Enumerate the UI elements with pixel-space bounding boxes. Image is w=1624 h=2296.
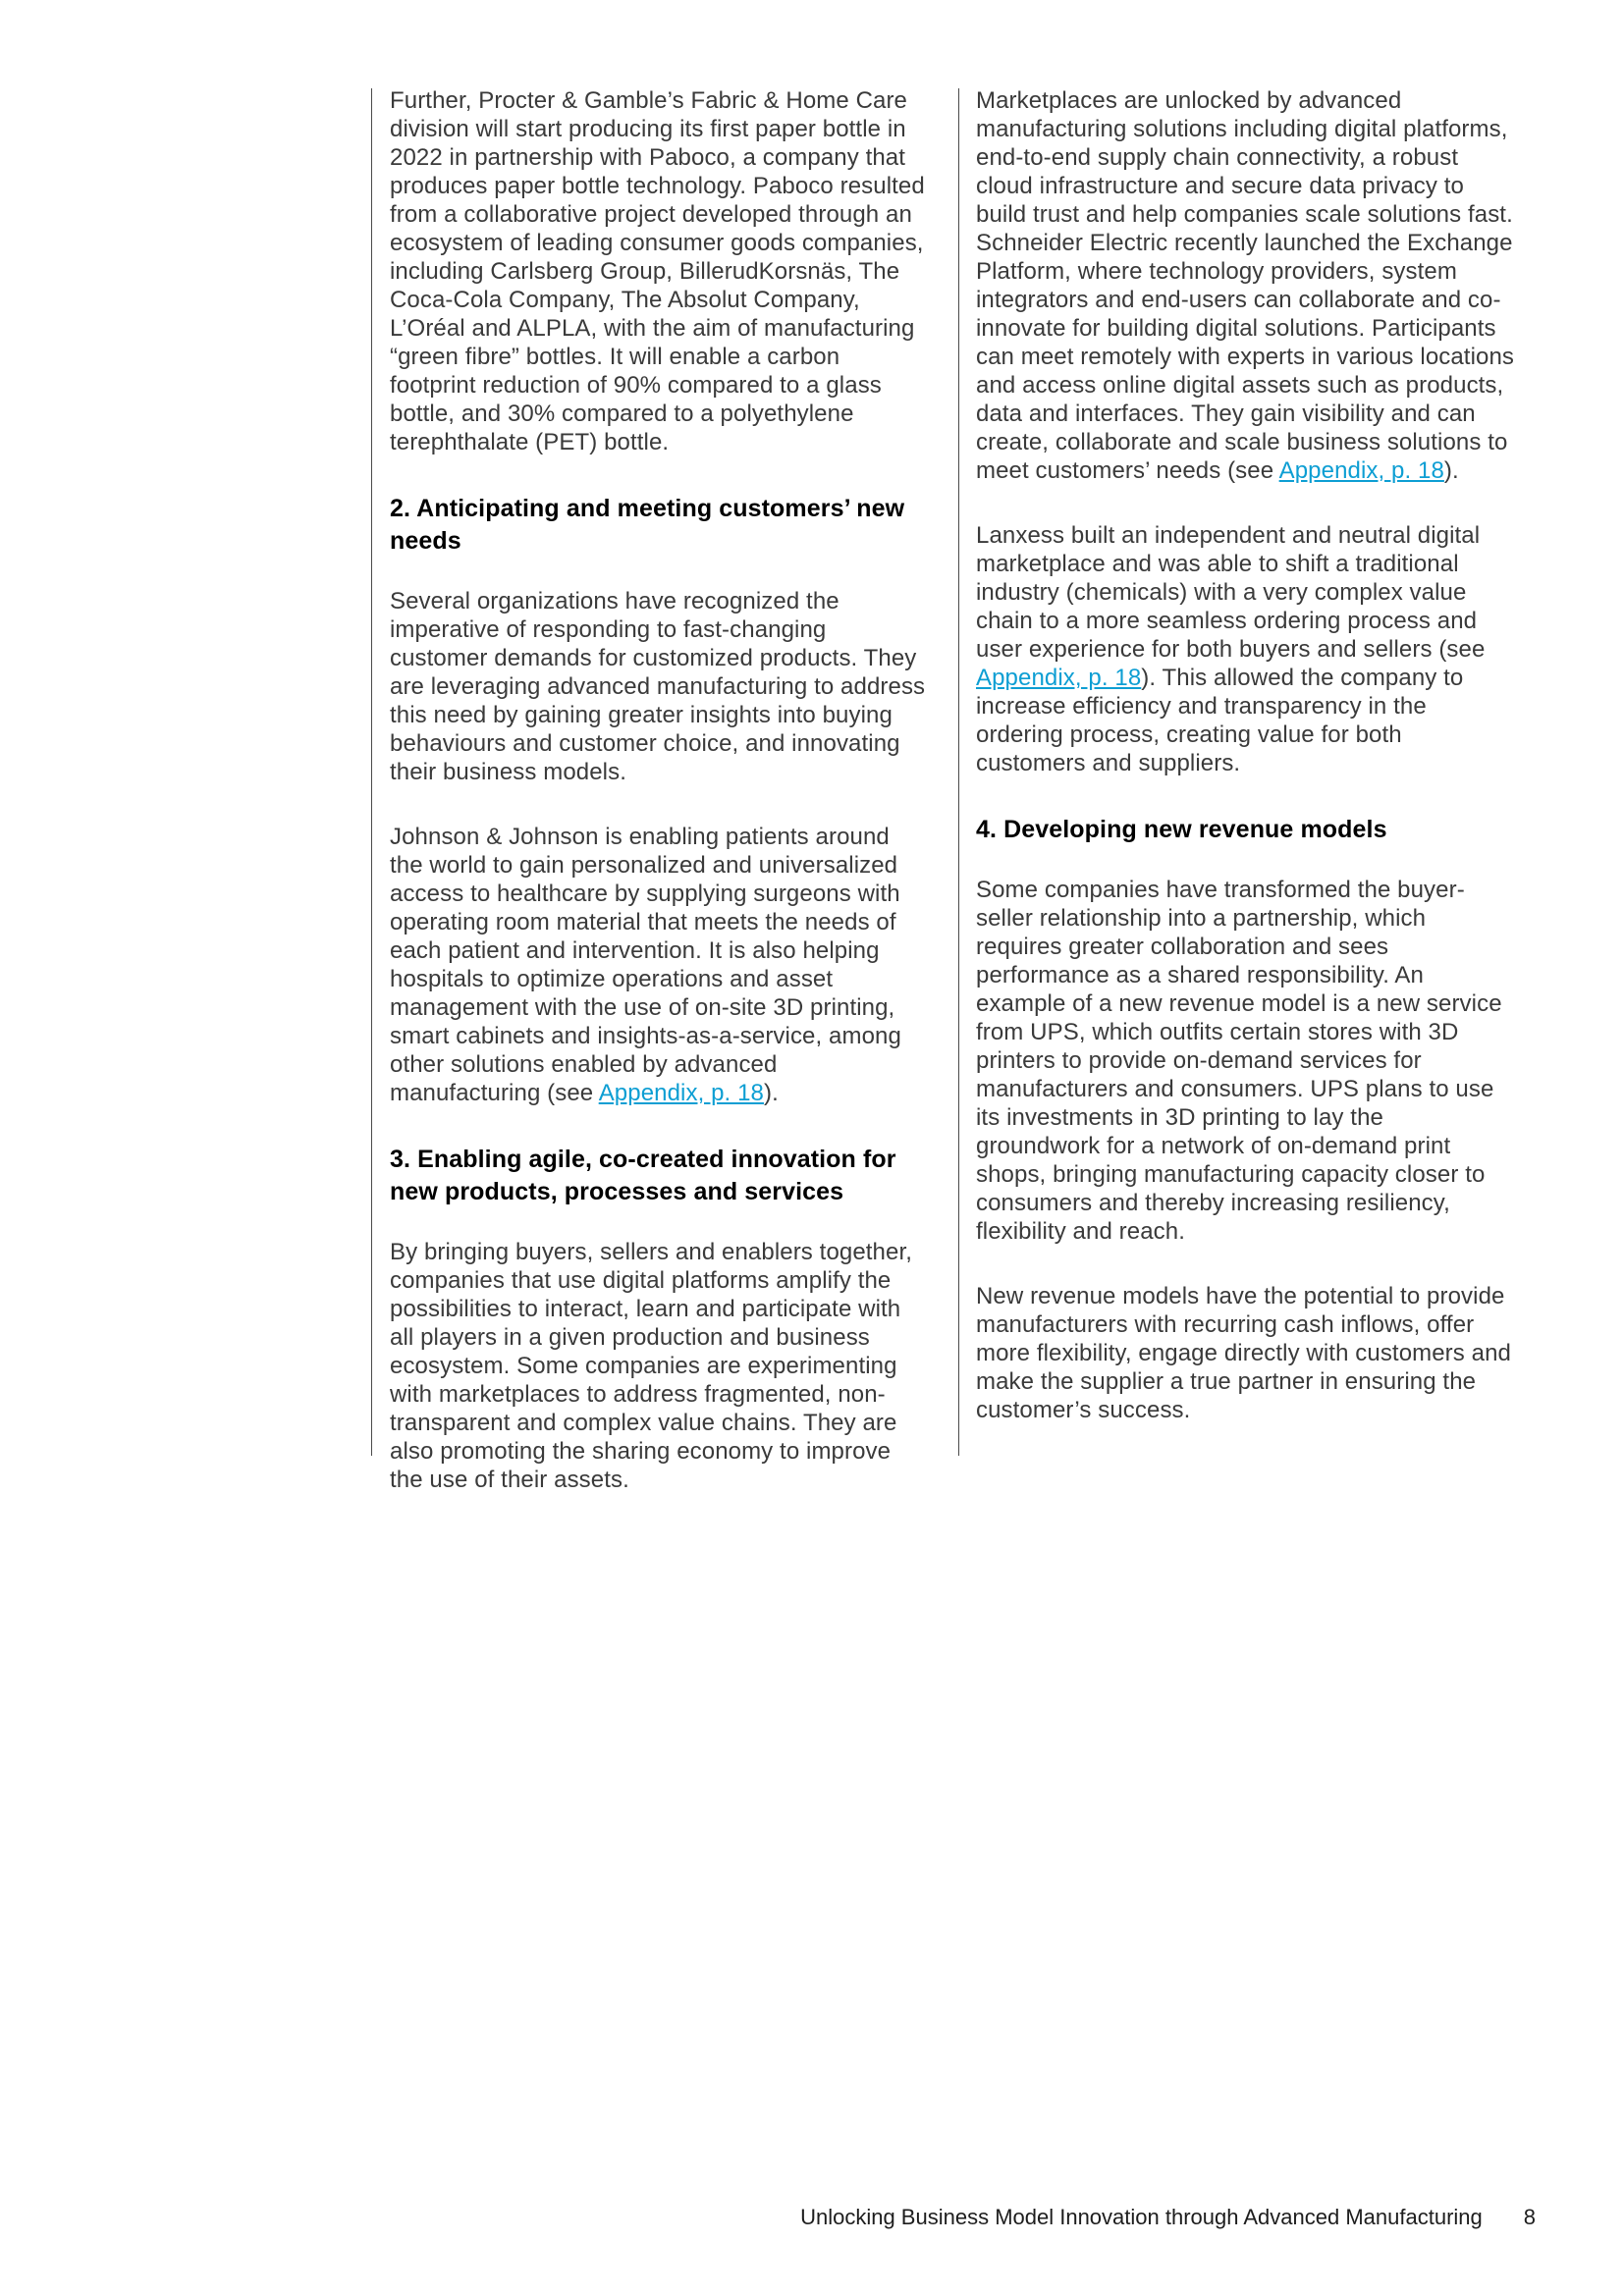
right-column-rule bbox=[958, 88, 959, 1456]
paragraph-customer-demands: Several organizations have recognized the imperative of responding to fast-changing customer demands for customized products. They are leveraging advanced manufacturing to address this need by gaining greater insights into buying behaviours and customer choice, and innovating their business models. bbox=[390, 588, 926, 785]
left-column-rule bbox=[371, 88, 372, 1456]
paragraph-lanxess bbox=[976, 521, 1514, 777]
appendix-link[interactable]: Appendix, p. 18 bbox=[598, 1080, 764, 1106]
paragraph-digital-platforms: By bringing buyers, sellers and enablers together, companies that use digital platforms amplify the possibilities to interact, learn and participate with all players in a given production and business ecosystem. Some companies are experimenting with marketplaces to address fragmented, non-transparent and complex value chains. They are also promoting the sharing economy to improve the use of their assets. bbox=[390, 1239, 912, 1493]
paragraph-text: ). bbox=[1443, 457, 1459, 484]
heading-new-revenue-models: 4. Developing new revenue models bbox=[976, 816, 1387, 843]
paragraph-text: Marketplaces are unlocked by advanced manufacturing solutions including digital platforms, end-to-end supply chain connectivity, a robust cloud infrastructure and secure data privacy to build trust and help companies scale solutions fast. Schneider Electric recently launched the Exchange Platform, where technology providers, system integrators and end-users can collaborate and co-innovate for building digital solutions. Participants can meet remotely with experts in various locations and access online digital assets such as products, data and interfaces. They gain visibility and can create, collaborate and scale business solutions to meet customers’ needs (see bbox=[976, 87, 1515, 484]
appendix-link[interactable]: Appendix, p. 18 bbox=[976, 665, 1142, 691]
page-footer bbox=[800, 2205, 1536, 2230]
heading-enabling-agile: 3. Enabling agile, co-created innovation for new products, processes and services bbox=[390, 1146, 896, 1205]
paragraph-johnson-johnson bbox=[390, 823, 928, 1107]
footer-title: Unlocking Business Model Innovation through Advanced Manufacturing bbox=[800, 2205, 1483, 2229]
paragraph-text: ). This allowed the company to increase efficiency and transparency in the ordering process, creating value for both customers and suppliers. bbox=[976, 665, 1464, 776]
appendix-link[interactable]: Appendix, p. 18 bbox=[1278, 457, 1444, 484]
paragraph-text: Johnson & Johnson is enabling patients around the world to gain personalized and universalized access to healthcare by supplying surgeons with operating room material that meets the needs of each patient and intervention. It is also helping hospitals to optimize operations and asset management with the use of on-site 3D printing, smart cabinets and insights-as-a-service, among other solutions enabled by advanced manufacturing (see bbox=[390, 824, 901, 1106]
paragraph-new-revenue: New revenue models have the potential to provide manufacturers with recurring cash inflows, offer more flexibility, engage directly with customers and make the supplier a true partner in ensuring the customer’s success. bbox=[976, 1283, 1511, 1423]
paragraph-text: ). bbox=[763, 1080, 779, 1106]
paragraph-marketplaces bbox=[976, 86, 1514, 485]
paragraph-ups: Some companies have transformed the buyer-seller relationship into a partnership, which requires greater collaboration and sees performance as a shared responsibility. An example of a new revenue model is a new service from UPS, which outfits certain stores with 3D printers to provide on-demand services for manufacturers and consumers. UPS plans to use its investments in 3D printing to lay the groundwork for a network of on-demand print shops, bringing manufacturing capacity closer to consumers and thereby increasing resiliency, flexibility and reach. bbox=[976, 877, 1502, 1245]
footer-page-number: 8 bbox=[1523, 2205, 1536, 2229]
left-column bbox=[390, 86, 928, 1530]
paragraph-text: Lanxess built an independent and neutral digital marketplace and was able to shift a traditional industry (chemicals) with a very complex value chain to a more seamless ordering process and user experience for both buyers and sellers (see bbox=[976, 522, 1486, 663]
paragraph-paboco: Further, Procter & Gamble’s Fabric & Home Care division will start producing its first paper bottle in 2022 in partnership with Paboco, a company that produces paper bottle technology. Paboco resulted from a collaborative project developed through an ecosystem of leading consumer goods companies, including Carlsberg Group, BillerudKorsnäs, The Coca-Cola Company, The Absolut Company, L’Oréal and ALPLA, with the aim of manufacturing “green fibre” bottles. It will enable a carbon footprint reduction of 90% compared to a glass bottle, and 30% compared to a polyethylene terephthalate (PET) bottle. bbox=[390, 87, 925, 455]
right-column bbox=[976, 86, 1514, 1461]
heading-anticipating-needs: 2. Anticipating and meeting customers’ new needs bbox=[390, 495, 905, 555]
